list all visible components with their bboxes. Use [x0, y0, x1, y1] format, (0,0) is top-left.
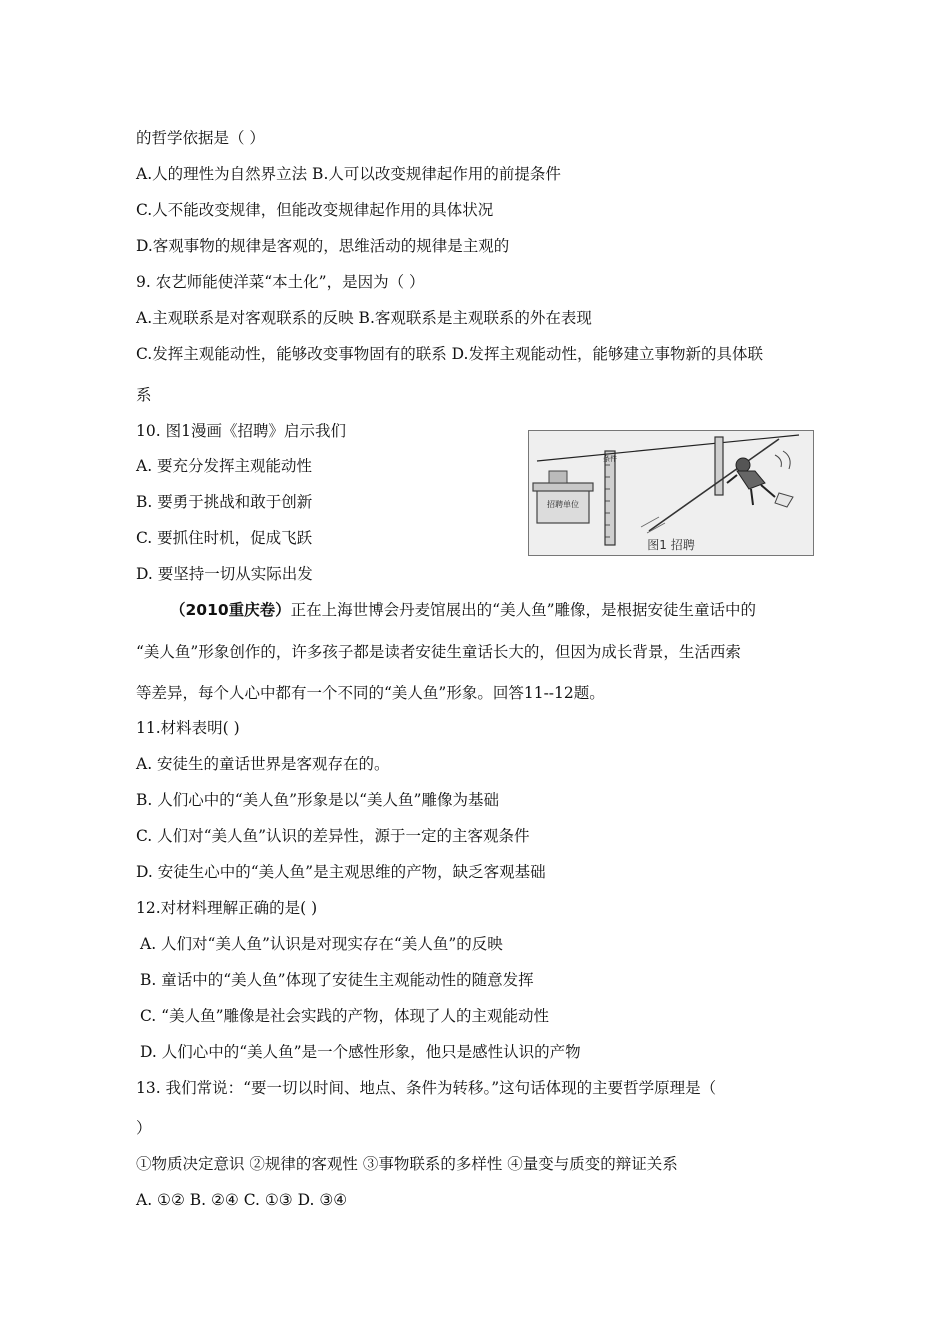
q8-stem-tail: 的哲学依据是（ ）	[136, 129, 265, 147]
q8-option-d: D.客观事物的规律是客观的，思维活动的规律是主观的	[136, 237, 510, 255]
passage-line-2: “美人鱼”形象创作的，许多孩子都是读者安徒生童话长大的，但因为成长背景，生活西索	[136, 643, 741, 661]
q11-option-c: C. 人们对“美人鱼”认识的差异性，源于一定的主客观条件	[136, 827, 530, 845]
q12-option-c: C. “美人鱼”雕像是社会实践的产物，体现了人的主观能动性	[140, 1007, 550, 1025]
q8-option-ab: A.人的理性为自然界立法 B.人可以改变规律起作用的前提条件	[136, 165, 561, 183]
figure-caption: 图1 招聘	[647, 538, 695, 552]
q11-option-a: A. 安徒生的童话世界是客观存在的。	[136, 755, 390, 773]
passage-line-1	[170, 600, 756, 620]
q9-option-cd: C.发挥主观能动性，能够改变事物固有的联系 D.发挥主观能动性，能够建立事物新的具体联	[136, 345, 763, 363]
q12-option-a: A. 人们对“美人鱼”认识是对现实存在“美人鱼”的反映	[140, 935, 503, 953]
desk-sign-text: 招聘单位	[547, 500, 579, 509]
passage-line-1-text: 正在上海世博会丹麦馆展出的“美人鱼”雕像，是根据安徒生童话中的	[290, 601, 756, 619]
high-bar-line	[537, 435, 799, 461]
q10-option-c: C. 要抓住时机，促成飞跃	[136, 529, 313, 547]
q11-option-d: D. 安徒生心中的“美人鱼”是主观思维的产物，缺乏客观基础	[136, 863, 546, 881]
q11-option-b: B. 人们心中的“美人鱼”形象是以“美人鱼”雕像为基础	[136, 791, 499, 809]
q9-stem: 9. 农艺师能使洋菜“本土化”，是因为（ ）	[136, 273, 425, 291]
q13-items: ①物质决定意识 ②规律的客观性 ③事物联系的多样性 ④量变与质变的辩证关系	[136, 1155, 678, 1173]
q12-option-d: D. 人们心中的“美人鱼”是一个感性形象，他只是感性认识的产物	[140, 1043, 581, 1061]
q10-stem: 10. 图1漫画《招聘》启示我们	[136, 422, 346, 440]
q13-stem: 13. 我们常说：“要一切以时间、地点、条件为转移。”这句话体现的主要哲学原理是（	[136, 1079, 717, 1097]
q12-stem: 12.对材料理解正确的是( )	[136, 899, 318, 917]
q13-stem-wrap: ）	[136, 1119, 152, 1137]
passage-source: （2010重庆卷）	[170, 601, 291, 619]
q10-option-b: B. 要勇于挑战和敢于创新	[136, 493, 313, 511]
q11-stem: 11.材料表明( )	[136, 719, 240, 737]
falling-jumper	[727, 451, 793, 507]
q10-option-a: A. 要充分发挥主观能动性	[136, 457, 313, 475]
q10-option-d: D. 要坚持一切从实际出发	[136, 565, 313, 583]
pole-text: 条件	[603, 455, 617, 463]
q9-option-cd-wrap: 系	[136, 386, 152, 404]
passage-line-3: 等差异，每个人心中都有一个不同的“美人鱼”形象。回答11--12题。	[136, 684, 605, 702]
q8-option-c: C.人不能改变规律，但能改变规律起作用的具体状况	[136, 201, 494, 219]
q9-option-ab: A.主观联系是对客观联系的反映 B.客观联系是主观联系的外在表现	[136, 309, 592, 327]
recruitment-cartoon-figure	[528, 430, 814, 556]
q13-choices: A. ①② B. ②④ C. ①③ D. ③④	[136, 1191, 348, 1209]
q12-option-b: B. 童话中的“美人鱼”体现了安徒生主观能动性的随意发挥	[140, 971, 534, 989]
